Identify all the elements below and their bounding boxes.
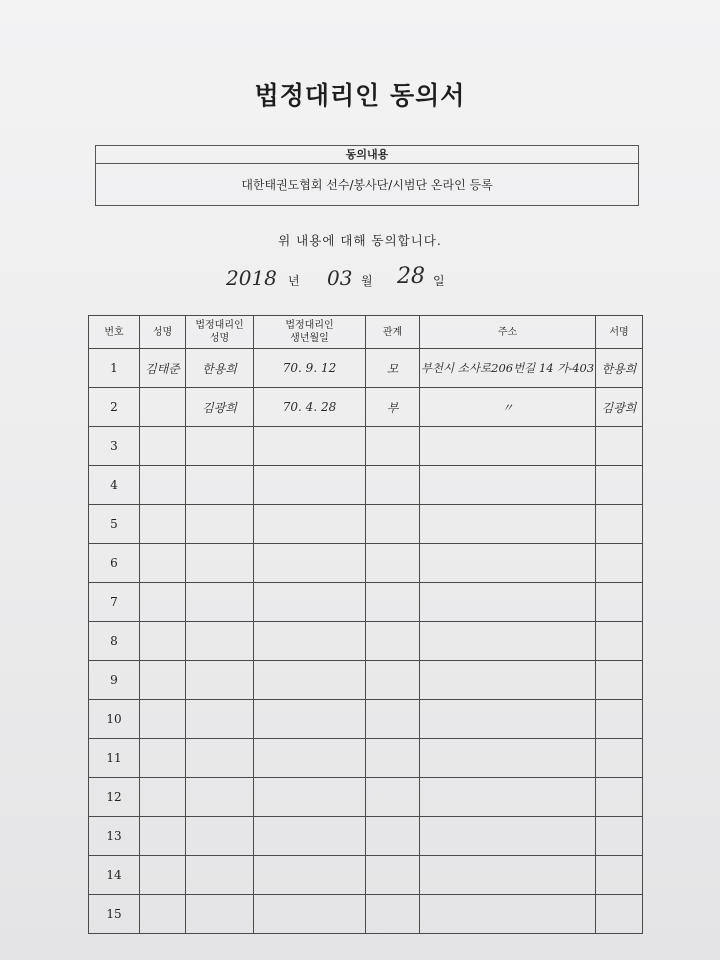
header-address: 주소	[420, 316, 596, 349]
cell-address	[420, 700, 596, 739]
cell-relation	[366, 895, 420, 934]
table-row	[89, 622, 643, 661]
cell-legal-name	[186, 817, 254, 856]
table-row	[89, 427, 643, 466]
agreement-statement: 위 내용에 대해 동의합니다.	[278, 233, 442, 248]
cell-relation: 모	[366, 349, 420, 388]
date-line	[0, 262, 720, 296]
cell-signature	[596, 466, 643, 505]
cell-address	[420, 856, 596, 895]
cell-legal-name	[186, 466, 254, 505]
table-row	[89, 856, 643, 895]
cell-address	[420, 739, 596, 778]
table-row	[89, 661, 643, 700]
header-legal-name: 법정대리인 성명	[186, 316, 254, 349]
cell-relation: 부	[366, 388, 420, 427]
cell-name	[140, 427, 186, 466]
cell-name	[140, 544, 186, 583]
cell-name	[140, 700, 186, 739]
cell-legal-birth	[254, 427, 366, 466]
cell-legal-name	[186, 505, 254, 544]
table-row	[89, 895, 643, 934]
date-day-unit: 일	[433, 274, 445, 288]
cell-relation	[366, 544, 420, 583]
cell-no: 5	[89, 505, 140, 544]
cell-signature	[596, 544, 643, 583]
cell-no: 6	[89, 544, 140, 583]
table-row	[89, 388, 643, 427]
table-row	[89, 778, 643, 817]
cell-address	[420, 505, 596, 544]
cell-signature	[596, 739, 643, 778]
cell-legal-name	[186, 739, 254, 778]
cell-legal-birth: 70. 4. 28	[254, 388, 366, 427]
cell-name	[140, 778, 186, 817]
cell-legal-birth	[254, 895, 366, 934]
cell-no: 2	[89, 388, 140, 427]
cell-name	[140, 739, 186, 778]
cell-name	[140, 388, 186, 427]
cell-legal-name: 한용희	[186, 349, 254, 388]
cell-signature	[596, 856, 643, 895]
registration-table	[88, 315, 643, 934]
date-month: 03	[327, 266, 353, 290]
cell-legal-name	[186, 583, 254, 622]
cell-no: 11	[89, 739, 140, 778]
cell-address	[420, 544, 596, 583]
cell-legal-name	[186, 856, 254, 895]
header-legal-birth: 법정대리인 생년월일	[254, 316, 366, 349]
cell-name	[140, 466, 186, 505]
cell-legal-name	[186, 700, 254, 739]
consent-header: 동의내용	[96, 146, 638, 164]
cell-legal-name	[186, 622, 254, 661]
table-row	[89, 700, 643, 739]
cell-relation	[366, 622, 420, 661]
cell-relation	[366, 700, 420, 739]
cell-legal-birth	[254, 856, 366, 895]
cell-no: 13	[89, 817, 140, 856]
cell-signature	[596, 778, 643, 817]
cell-no: 1	[89, 349, 140, 388]
consent-box	[95, 145, 639, 206]
date-month-unit: 월	[361, 274, 373, 288]
header-relation: 관계	[366, 316, 420, 349]
cell-address: 부천시 소사로206번길 14 가-403	[420, 349, 596, 388]
cell-address	[420, 622, 596, 661]
cell-legal-name	[186, 544, 254, 583]
cell-relation	[366, 661, 420, 700]
cell-no: 10	[89, 700, 140, 739]
cell-address	[420, 427, 596, 466]
header-name: 성명	[140, 316, 186, 349]
table-row	[89, 544, 643, 583]
cell-name	[140, 856, 186, 895]
table-row	[89, 817, 643, 856]
cell-relation	[366, 427, 420, 466]
cell-signature	[596, 622, 643, 661]
cell-name: 김태준	[140, 349, 186, 388]
cell-no: 14	[89, 856, 140, 895]
cell-legal-birth	[254, 505, 366, 544]
cell-no: 3	[89, 427, 140, 466]
table-row	[89, 505, 643, 544]
cell-relation	[366, 778, 420, 817]
cell-signature	[596, 427, 643, 466]
cell-name	[140, 505, 186, 544]
cell-no: 4	[89, 466, 140, 505]
cell-signature	[596, 661, 643, 700]
cell-legal-name	[186, 427, 254, 466]
cell-legal-birth	[254, 544, 366, 583]
cell-relation	[366, 817, 420, 856]
cell-relation	[366, 466, 420, 505]
cell-legal-birth	[254, 700, 366, 739]
cell-legal-name	[186, 778, 254, 817]
cell-signature	[596, 583, 643, 622]
cell-relation	[366, 739, 420, 778]
cell-signature	[596, 700, 643, 739]
cell-legal-birth	[254, 661, 366, 700]
cell-legal-birth	[254, 583, 366, 622]
cell-legal-birth	[254, 739, 366, 778]
cell-address	[420, 661, 596, 700]
cell-name	[140, 661, 186, 700]
header-sign: 서명	[596, 316, 643, 349]
cell-signature	[596, 817, 643, 856]
consent-content: 대한태권도협회 선수/봉사단/시범단 온라인 등록	[241, 178, 493, 192]
cell-signature: 한용희	[596, 349, 643, 388]
cell-legal-birth: 70. 9. 12	[254, 349, 366, 388]
table-header-row	[89, 316, 643, 349]
cell-no: 9	[89, 661, 140, 700]
cell-address	[420, 778, 596, 817]
table-row	[89, 466, 643, 505]
date-day: 28	[397, 264, 425, 289]
cell-legal-name: 김광희	[186, 388, 254, 427]
cell-signature	[596, 505, 643, 544]
cell-no: 8	[89, 622, 140, 661]
cell-legal-birth	[254, 778, 366, 817]
table-row	[89, 349, 643, 388]
cell-no: 12	[89, 778, 140, 817]
cell-relation	[366, 856, 420, 895]
cell-legal-birth	[254, 622, 366, 661]
document-title: 법정대리인 동의서	[254, 81, 466, 110]
cell-name	[140, 622, 186, 661]
date-year: 2018	[226, 266, 277, 290]
cell-legal-birth	[254, 466, 366, 505]
cell-relation	[366, 505, 420, 544]
cell-legal-name	[186, 895, 254, 934]
cell-address	[420, 895, 596, 934]
cell-signature	[596, 895, 643, 934]
date-year-unit: 년	[288, 274, 300, 288]
cell-address	[420, 817, 596, 856]
cell-address	[420, 466, 596, 505]
cell-address: 〃	[420, 388, 596, 427]
header-no: 번호	[89, 316, 140, 349]
cell-no: 15	[89, 895, 140, 934]
table-row	[89, 583, 643, 622]
cell-address	[420, 583, 596, 622]
cell-no: 7	[89, 583, 140, 622]
cell-legal-birth	[254, 817, 366, 856]
cell-name	[140, 583, 186, 622]
cell-relation	[366, 583, 420, 622]
cell-name	[140, 895, 186, 934]
cell-name	[140, 817, 186, 856]
cell-legal-name	[186, 661, 254, 700]
table-row	[89, 739, 643, 778]
cell-signature: 김광희	[596, 388, 643, 427]
